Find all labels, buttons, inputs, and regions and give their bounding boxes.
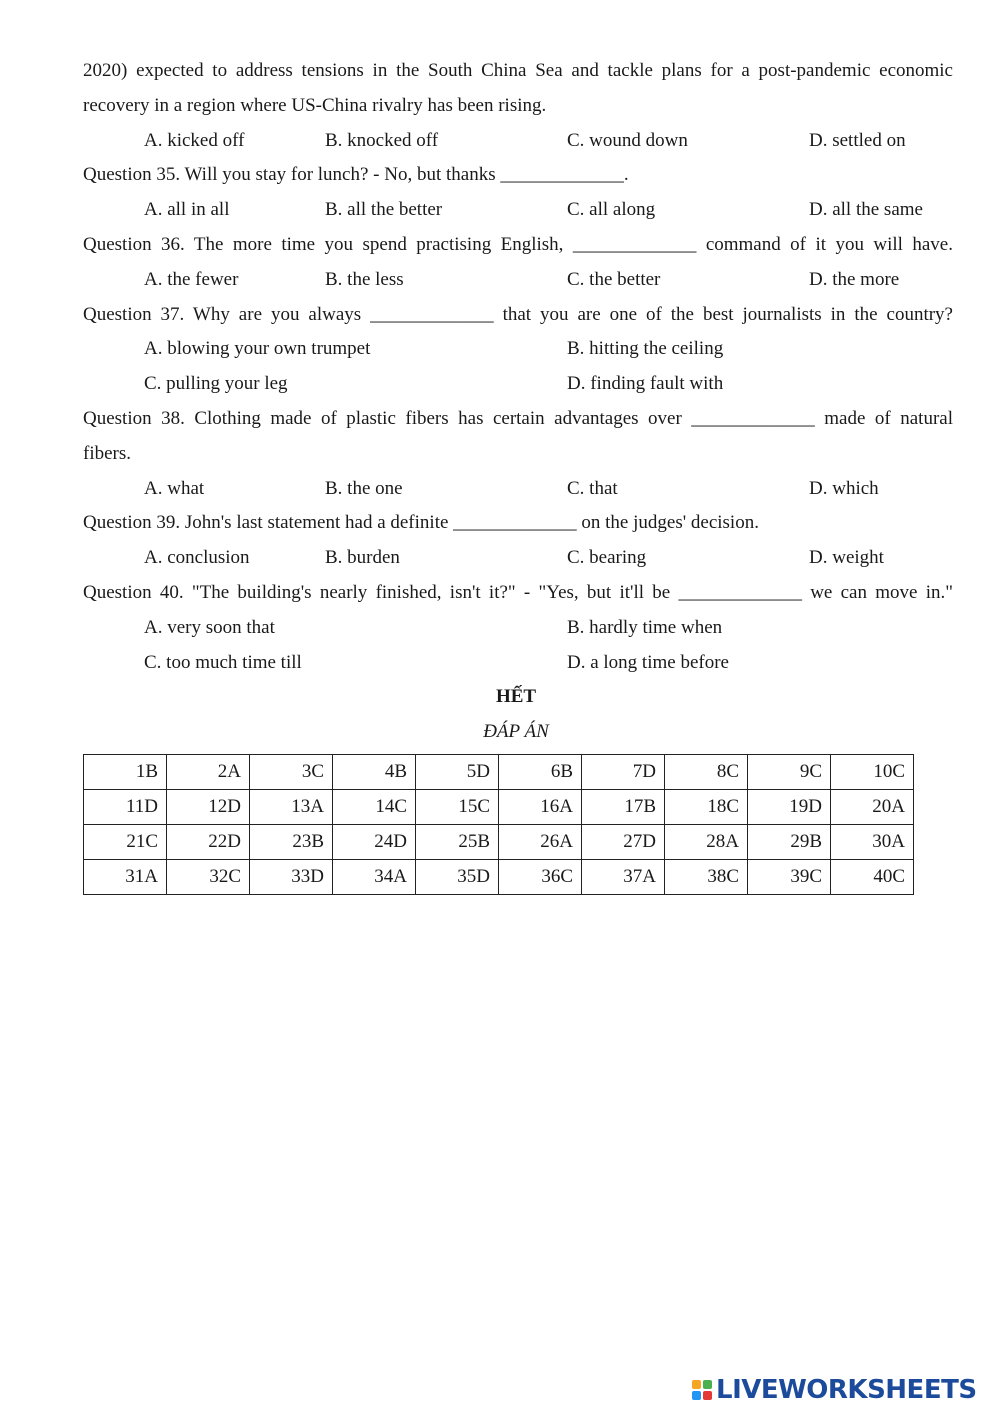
question-35-option-a[interactable]: A. all in all xyxy=(144,199,230,221)
answer-key-cell: 31A xyxy=(84,860,167,895)
question-34-options xyxy=(83,124,953,159)
question-38-stem-line1: Question 38. Clothing made of plastic fibers has certain advantages over _____________ made of natural xyxy=(83,407,953,429)
liveworksheets-logo-text: LIVEWORKSHEETS xyxy=(716,1375,977,1405)
answer-key-table xyxy=(83,754,914,895)
answer-key-cell: 6B xyxy=(499,755,582,790)
answer-key-cell: 40C xyxy=(831,860,914,895)
logo-square-1 xyxy=(692,1380,701,1389)
answer-key-cell: 28A xyxy=(665,825,748,860)
question-37-option-d[interactable]: D. finding fault with xyxy=(567,373,724,395)
answer-key-cell: 27D xyxy=(582,825,665,860)
question-38-option-d[interactable]: D. which xyxy=(809,477,879,499)
question-35-options xyxy=(83,193,953,228)
answer-key-row xyxy=(84,790,914,825)
answer-key-cell: 36C xyxy=(499,860,582,895)
answer-key-cell: 4B xyxy=(333,755,416,790)
answer-key-cell: 2A xyxy=(167,755,250,790)
answer-key-cell: 5D xyxy=(416,755,499,790)
question-37-options-row1 xyxy=(83,332,953,367)
question-37-stem: Question 37. Why are you always _____________ that you are one of the best journalists in the country? xyxy=(83,303,953,325)
answer-key-cell: 37A xyxy=(582,860,665,895)
question-36-option-a[interactable]: A. the fewer xyxy=(144,268,239,290)
question-38-option-a[interactable]: A. what xyxy=(144,477,205,499)
logo-square-4 xyxy=(703,1391,712,1400)
question-34-option-d[interactable]: D. settled on xyxy=(809,129,906,151)
worksheet-page xyxy=(83,54,953,750)
logo-square-2 xyxy=(703,1380,712,1389)
answer-key-heading: ĐÁP ÁN xyxy=(483,721,549,743)
liveworksheets-logo xyxy=(692,1376,977,1404)
question-40-option-a[interactable]: A. very soon that xyxy=(144,616,275,638)
question-40-stem: Question 40. "The building's nearly finished, isn't it?" - "Yes, but it'll be _____________ we can move in." xyxy=(83,581,953,603)
answer-key-cell: 16A xyxy=(499,790,582,825)
answer-key-cell: 33D xyxy=(250,860,333,895)
question-39-option-b[interactable]: B. burden xyxy=(325,547,400,569)
question-39-stem: Question 39. John's last statement had a definite _____________ on the judges' decision. xyxy=(83,512,759,534)
question-38-options xyxy=(83,472,953,507)
answer-key-cell: 10C xyxy=(831,755,914,790)
question-36-option-b[interactable]: B. the less xyxy=(325,268,404,290)
answer-key-cell: 23B xyxy=(250,825,333,860)
question-40-options-row1 xyxy=(83,611,953,646)
answer-key-row xyxy=(84,825,914,860)
answer-key-cell: 13A xyxy=(250,790,333,825)
question-37-option-c[interactable]: C. pulling your leg xyxy=(144,373,288,395)
question-38-option-b[interactable]: B. the one xyxy=(325,477,403,499)
question-37-option-b[interactable]: B. hitting the ceiling xyxy=(567,338,724,360)
answer-key-cell: 17B xyxy=(582,790,665,825)
question-34-option-b[interactable]: B. knocked off xyxy=(325,129,439,151)
answer-key-cell: 30A xyxy=(831,825,914,860)
question-36-option-c[interactable]: C. the better xyxy=(567,268,661,290)
question-35-option-b[interactable]: B. all the better xyxy=(325,199,443,221)
question-34-option-a[interactable]: A. kicked off xyxy=(144,129,245,151)
question-34-continuation-line1: 2020) expected to address tensions in the South China Sea and tackle plans for a post-pandemic economic xyxy=(83,60,953,81)
question-34-option-c[interactable]: C. wound down xyxy=(567,129,688,151)
question-40-option-c[interactable]: C. too much time till xyxy=(144,651,302,673)
answer-key-cell: 14C xyxy=(333,790,416,825)
end-label: HẾT xyxy=(495,686,537,708)
question-35-option-d[interactable]: D. all the same xyxy=(809,199,923,221)
answer-key-cell: 22D xyxy=(167,825,250,860)
answer-key-cell: 11D xyxy=(84,790,167,825)
answer-key-cell: 8C xyxy=(665,755,748,790)
question-40-option-d[interactable]: D. a long time before xyxy=(567,651,729,673)
answer-key-cell: 3C xyxy=(250,755,333,790)
answer-key-cell: 1B xyxy=(84,755,167,790)
answer-key-cell: 12D xyxy=(167,790,250,825)
question-36-options xyxy=(83,263,953,298)
answer-key-cell: 18C xyxy=(665,790,748,825)
question-39-option-c[interactable]: C. bearing xyxy=(567,547,647,569)
answer-key-cell: 29B xyxy=(748,825,831,860)
answer-key-cell: 38C xyxy=(665,860,748,895)
question-40-options-row2 xyxy=(83,646,953,681)
answer-key-row xyxy=(84,755,914,790)
question-35-stem: Question 35. Will you stay for lunch? - No, but thanks _____________. xyxy=(83,164,629,186)
answer-key-cell: 32C xyxy=(167,860,250,895)
answer-key-cell: 15C xyxy=(416,790,499,825)
question-38-option-c[interactable]: C. that xyxy=(567,477,618,499)
answer-key-cell: 24D xyxy=(333,825,416,860)
question-35-option-c[interactable]: C. all along xyxy=(567,199,656,221)
answer-key-cell: 9C xyxy=(748,755,831,790)
liveworksheets-logo-grid-icon xyxy=(692,1380,712,1400)
question-34-continuation-line2: recovery in a region where US-China rivalry has been rising. xyxy=(83,94,547,116)
answer-key-cell: 26A xyxy=(499,825,582,860)
question-36-option-d[interactable]: D. the more xyxy=(809,268,900,290)
answer-key-cell: 25B xyxy=(416,825,499,860)
question-39-options xyxy=(83,541,953,576)
question-38-stem-line2: fibers. xyxy=(83,442,132,464)
answer-key-cell: 21C xyxy=(84,825,167,860)
question-40-option-b[interactable]: B. hardly time when xyxy=(567,616,723,638)
answer-key-cell: 39C xyxy=(748,860,831,895)
answer-key-cell: 7D xyxy=(582,755,665,790)
answer-key-row xyxy=(84,860,914,895)
answer-key-cell: 19D xyxy=(748,790,831,825)
question-37-option-a[interactable]: A. blowing your own trumpet xyxy=(144,338,371,360)
question-39-option-d[interactable]: D. weight xyxy=(809,547,884,569)
logo-square-3 xyxy=(692,1391,701,1400)
answer-key-cell: 20A xyxy=(831,790,914,825)
answer-key-cell: 35D xyxy=(416,860,499,895)
answer-key-cell: 34A xyxy=(333,860,416,895)
question-37-options-row2 xyxy=(83,367,953,402)
question-39-option-a[interactable]: A. conclusion xyxy=(144,547,250,569)
question-36-stem: Question 36. The more time you spend practising English, _____________ command of it you will have. xyxy=(83,233,953,255)
